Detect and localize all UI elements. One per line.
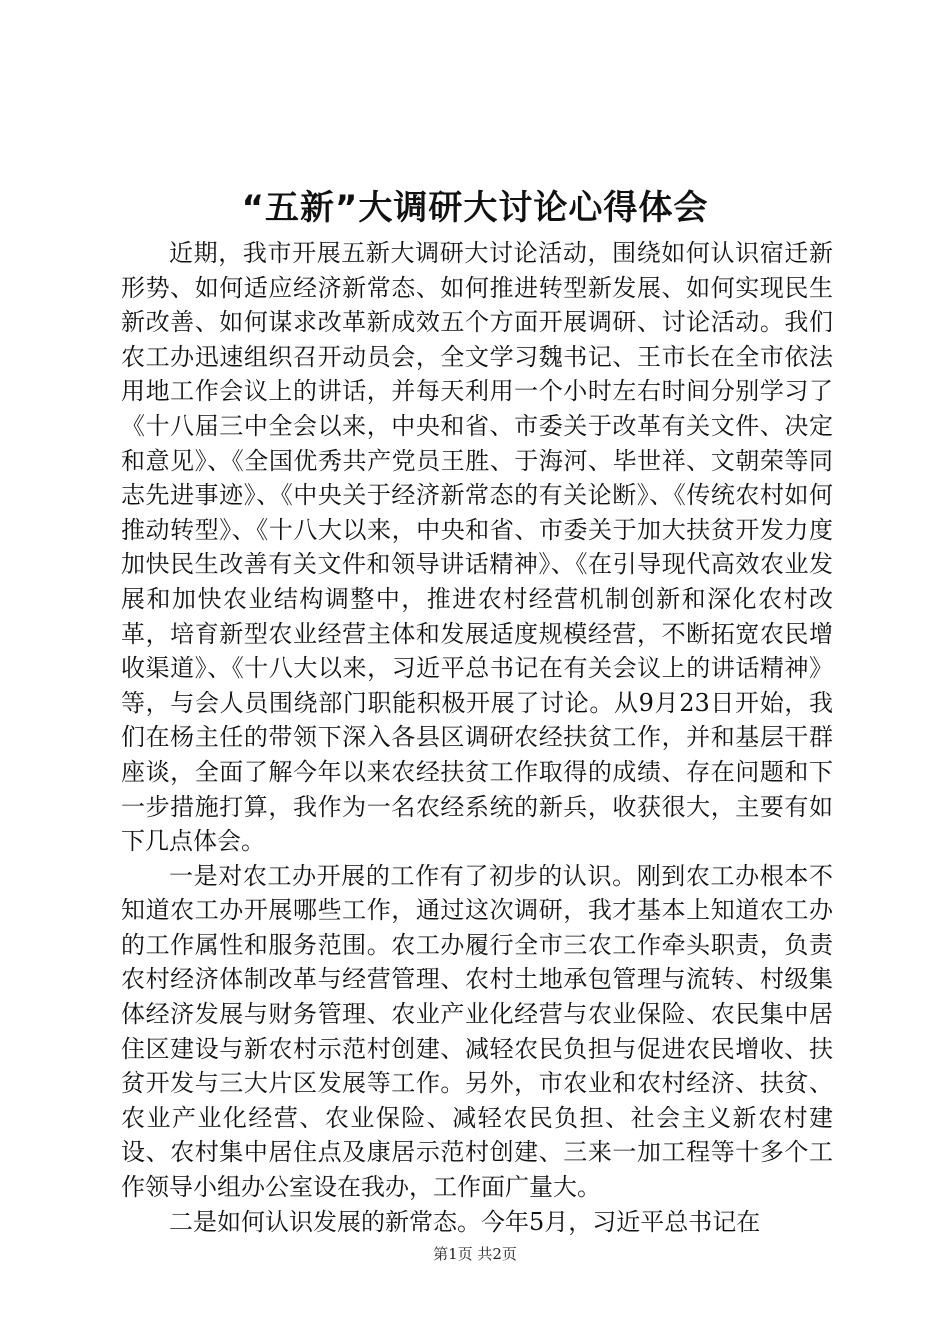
paragraph-point-two: 二是如何认识发展的新常态。今年5月，习近平总书记在 bbox=[169, 1207, 761, 1236]
paragraph-point-one: 一是对农工办开展的工作有了初步的认识。刚到农工办根本不知道农工办开展哪些工作，通过这次调研，我才基本上知道农工办的工作属性和服务范围。农工办履行全市三农工作牵头职责，负责农村经济体制改革与经营管理、农村土地承包管理与流转、村级集体经济发展与财务管理、农业产业化经营与农业保险、农民集中居住区建设与新农村示范村创建、减轻农民负担与促进农民增收、扶贫开发与三大片区发展等工作。另外，市农业和农村经济、扶贫、农业产业化经营、农业保险、减轻农民负担、社会主义新农村建设、农村集中居住点及康居示范村创建、三来一加工程等十多个工作领导小组办公室设在我办，工作面广量大。 bbox=[121, 861, 833, 1202]
document-title: “五新”大调研大讨论心得体会 bbox=[241, 188, 709, 228]
page-footer: 第1页 共2页 bbox=[433, 1245, 517, 1263]
paragraph-intro: 近期，我市开展五新大调研大讨论活动，围绕如何认识宿迁新形势、如何适应经济新常态、如何推进转型新发展、如何实现民生新改善、如何谋求改革新成效五个方面开展调研、讨论活动。我们农工办迅速组织召开动员会，全文学习魏书记、王市长在全市依法用地工作会议上的讲话，并每天利用一个小时左右时间分别学习了《十八届三中全会以来，中央和省、市委关于改革有关文件、决定和意见》、《全国优秀共产党员王胜、于海河、毕世祥、文朝荣等同志先进事迹》、《中央关于经济新常态的有关论断》、《传统农村如何推动转型》、《十八大以来，中央和省、市委关于加大扶贫开发力度加快民生改善有关文件和领导讲话精神》、《在引导现代高效农业发展和加快农业结构调整中，推进农村经营机制创新和深化农村改革，培育新型农业经营主体和发展适度规模经营，不断拓宽农民增收渠道》、《十八大以来，习近平总书记在有关会议上的讲话精神》等，与会人员围绕部门职能积极开展了讨论。从9月23日开始，我们在杨主任的带领下深入各县区调研农经扶贫工作，并和基层干群座谈，全面了解今年以来农经扶贫工作取得的成绩、存在问题和下一步措施打算，我作为一名农经系统的新兵，收获很大，主要有如下几点体会。 bbox=[121, 239, 833, 856]
document-body bbox=[121, 236, 833, 1239]
